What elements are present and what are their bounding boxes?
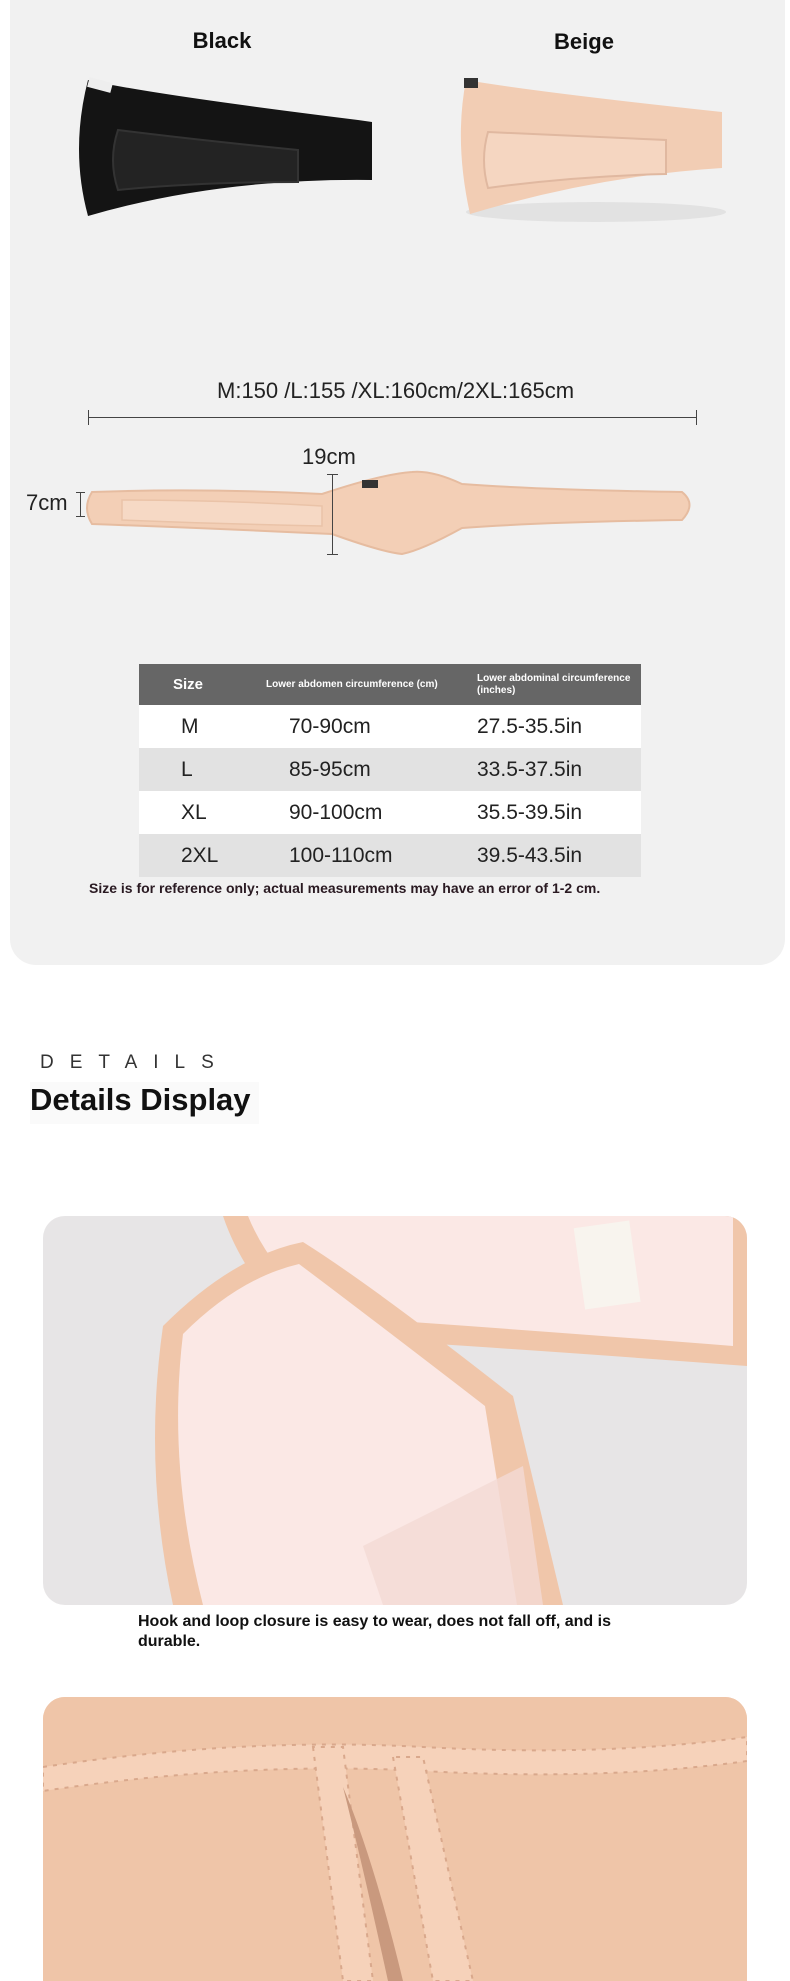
beige-belt-image bbox=[446, 72, 736, 232]
size-cell: M bbox=[139, 705, 254, 748]
size-note: Size is for reference only; actual measurements may have an error of 1-2 cm. bbox=[89, 880, 601, 896]
end-width-label: 7cm bbox=[26, 490, 68, 515]
cm-cell: 100-110cm bbox=[254, 834, 467, 877]
inch-cell: 35.5-39.5in bbox=[467, 791, 641, 834]
detail-caption-closure: Hook and loop closure is easy to wear, does not fall off, and is durable. bbox=[138, 1613, 611, 1650]
cm-cell: 70-90cm bbox=[254, 705, 467, 748]
details-title: Details Display bbox=[30, 1082, 259, 1124]
inch-cell: 33.5-37.5in bbox=[467, 748, 641, 791]
details-eyebrow: DETAILS bbox=[40, 1052, 230, 1073]
center-width-tick-bottom bbox=[327, 554, 338, 555]
length-dimension-line bbox=[88, 417, 697, 418]
size-table bbox=[139, 664, 641, 877]
header-inches: Lower abdominal circumference (inches) bbox=[467, 664, 641, 705]
color-label-beige: Beige bbox=[554, 29, 614, 54]
length-dimension-label: M:150 /L:155 /XL:160cm/2XL:165cm bbox=[217, 378, 575, 403]
header-size: Size bbox=[139, 664, 254, 705]
length-tick-left bbox=[88, 410, 89, 425]
size-cell: 2XL bbox=[139, 834, 254, 877]
table-row bbox=[139, 748, 641, 791]
detail-photo-elastic bbox=[43, 1697, 747, 1981]
cm-cell: 90-100cm bbox=[254, 791, 467, 834]
table-row bbox=[139, 791, 641, 834]
length-tick-right bbox=[696, 410, 697, 425]
inch-cell: 27.5-35.5in bbox=[467, 705, 641, 748]
header-cm: Lower abdomen circumference (cm) bbox=[254, 664, 467, 705]
detail-photo-closure bbox=[43, 1216, 747, 1605]
inch-cell: 39.5-43.5in bbox=[467, 834, 641, 877]
size-cell: XL bbox=[139, 791, 254, 834]
end-width-tick-bottom bbox=[76, 516, 85, 517]
color-label-black: Black bbox=[192, 28, 252, 53]
black-belt-image bbox=[68, 70, 378, 220]
end-width-line bbox=[80, 492, 81, 516]
size-table-header bbox=[139, 664, 641, 705]
cm-cell: 85-95cm bbox=[254, 748, 467, 791]
end-width-tick-top bbox=[76, 492, 85, 493]
flat-belt-image bbox=[82, 470, 700, 560]
center-width-line bbox=[332, 474, 333, 554]
center-width-label: 19cm bbox=[302, 444, 356, 469]
center-width-tick-top bbox=[327, 474, 338, 475]
size-cell: L bbox=[139, 748, 254, 791]
table-row bbox=[139, 834, 641, 877]
table-row bbox=[139, 705, 641, 748]
